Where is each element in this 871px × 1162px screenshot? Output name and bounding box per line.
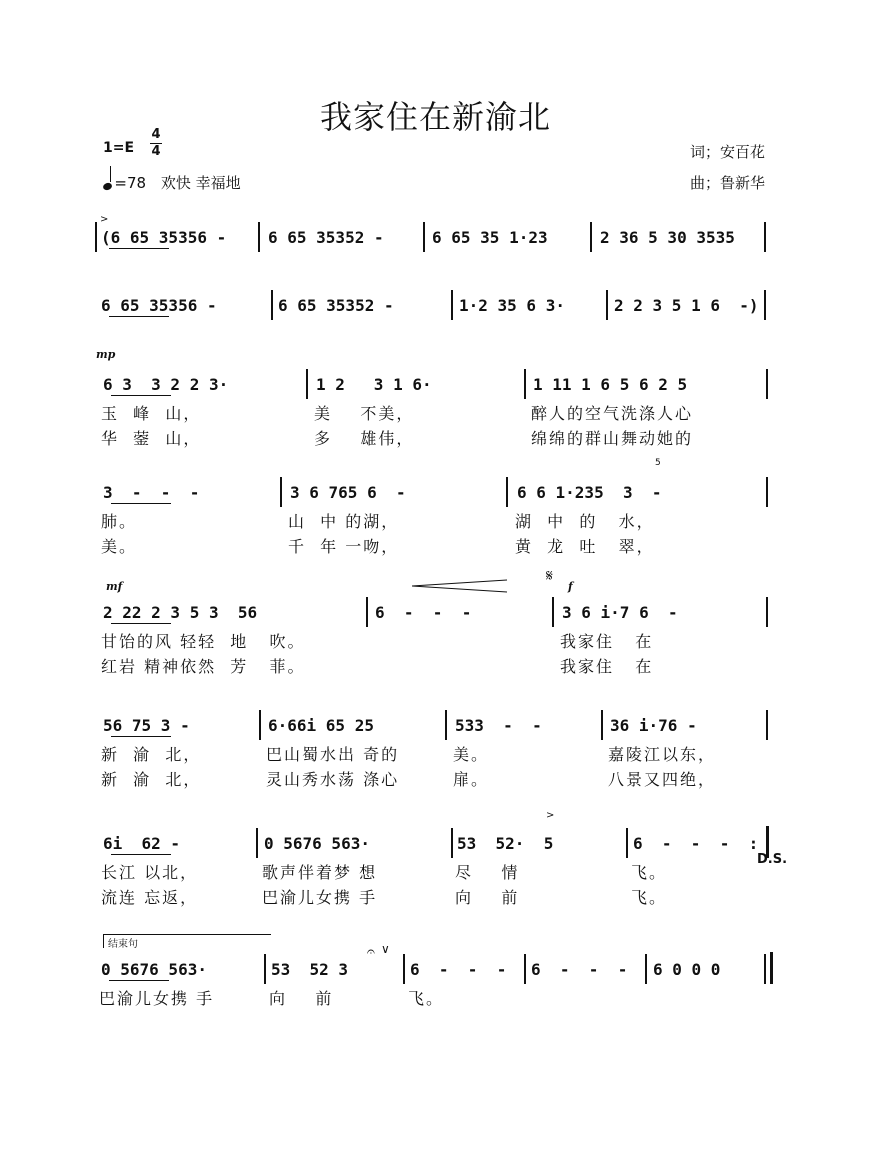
bar-line (451, 828, 453, 858)
bar-line (258, 222, 260, 252)
time-signature (150, 128, 162, 159)
measure-notes: 6 - - - (531, 960, 628, 979)
bar-line (306, 369, 308, 399)
measure-notes: 6 65 35352 - (268, 228, 384, 247)
fermata-icon: 𝄐 (367, 944, 375, 960)
measure-notes: 1·2 35 6 3· (459, 296, 565, 315)
key-signature: 1=E (103, 140, 135, 156)
bar-line (766, 597, 768, 627)
lyric-line: 飞。 (631, 888, 668, 907)
lyric-line: 向 前 (269, 989, 334, 1008)
song-title: 我家住在新渝北 (319, 98, 551, 136)
lyric-line: 黄 龙 吐 翠， (515, 537, 655, 556)
lyric-line: 飞。 (408, 989, 445, 1008)
lyric-line: 甘饴的风 轻轻 地 吹。 (101, 632, 306, 651)
measure-notes: 36 i·76 - (610, 716, 697, 735)
measure-notes: 2 36 5 30 3535 (600, 228, 735, 247)
measure-notes: 3 - - - (103, 483, 200, 502)
time-signature-bottom: 4 (151, 144, 161, 159)
measure-notes: (6 65 35356 - (101, 228, 227, 247)
measure-notes: 6 - - - : (633, 834, 759, 853)
lyric-line: 嘉陵江以东， (608, 745, 717, 764)
lyric-line: 巴渝儿女携 手 (99, 989, 215, 1008)
bar-line (451, 290, 453, 320)
measure-notes: 56 75 3 - (103, 716, 190, 735)
accent-icon: > (100, 214, 109, 225)
dynamic-mp: mp (96, 348, 116, 361)
lyric-line: 美。 (453, 745, 490, 764)
measure-notes: 3 6 765 6 - (290, 483, 406, 502)
dynamic-f: f (568, 580, 573, 593)
beam-line (111, 395, 171, 396)
lyric-line: 华 蓥 山， (101, 429, 202, 448)
lyric-line: 美 不美， (314, 404, 415, 423)
bar-line (259, 710, 261, 740)
tempo-value: =78 (114, 174, 147, 192)
beam-line (109, 980, 169, 981)
lyric-line: 新 渝 北， (101, 770, 202, 789)
bar-line (601, 710, 603, 740)
bar-line (766, 710, 768, 740)
measure-notes: 3 6 i·7 6 - (562, 603, 678, 622)
lyric-line: 新 渝 北， (101, 745, 202, 764)
bar-line (764, 954, 766, 984)
measure-notes: 6 0 0 0 (653, 960, 721, 979)
quarter-note-icon (102, 182, 113, 192)
measure-notes: 6 - - - (375, 603, 472, 622)
lyric-line: 歌声伴着梦 想 (262, 863, 378, 882)
beam-line (109, 248, 169, 249)
measure-notes: 1 2 3 1 6· (316, 375, 432, 394)
bar-line (403, 954, 405, 984)
bar-line (524, 369, 526, 399)
tempo-marking (103, 172, 241, 193)
lyric-line: 巴渝儿女携 手 (262, 888, 378, 907)
lyric-line: 巴山蜀水出 奇的 (266, 745, 400, 764)
bar-line (256, 828, 258, 858)
lyric-line: 我家住 在 (560, 657, 654, 676)
lyric-line: 山 中 的湖， (288, 512, 400, 531)
lyric-line: 醉人的空气洗涤人心 (531, 404, 694, 423)
beam-line (111, 503, 171, 504)
lyric-line: 我家住 在 (560, 632, 654, 651)
measure-notes: 2 22 2 3 5 3 56 (103, 603, 258, 622)
bar-line (366, 597, 368, 627)
lyric-line: 红岩 精神依然 芳 菲。 (101, 657, 306, 676)
breath-mark-icon: ∨ (381, 942, 390, 956)
measure-notes: 6·66i 65 25 (268, 716, 374, 735)
measure-notes: 6 3 3 2 2 3· (103, 375, 229, 394)
measure-notes: 1 11 1 6 5 6 2 5 (533, 375, 688, 394)
accent-icon: > (546, 810, 555, 821)
lyric-line: 多 雄伟， (314, 429, 415, 448)
dynamic-mf: mf (106, 580, 123, 593)
bar-line (423, 222, 425, 252)
beam-line (111, 736, 171, 737)
measure-notes: 6 - - - (410, 960, 507, 979)
lyric-line: 千 年 一吻， (288, 537, 400, 556)
bar-line (764, 290, 766, 320)
measure-notes: 2 2 3 5 1 6 -) (614, 296, 759, 315)
bar-line (626, 828, 628, 858)
measure-notes: 53 52 3 (271, 960, 349, 979)
measure-notes: 6 65 35356 - (101, 296, 217, 315)
bar-line (445, 710, 447, 740)
lyric-line: 扉。 (453, 770, 490, 789)
segno-icon: 𝄋 (546, 566, 553, 585)
lyric-line: 八景又四绝， (608, 770, 717, 789)
tempo-text: 欢快 幸福地 (160, 174, 241, 192)
bar-line (95, 222, 97, 252)
composer: 曲；鲁新华 (690, 174, 766, 192)
measure-notes: 533 - - (455, 716, 542, 735)
lyric-line: 绵绵的群山舞动她的 (531, 429, 694, 448)
measure-notes: 6 6 1·235 3 - (517, 483, 662, 502)
lyricist: 词；安百花 (690, 143, 766, 161)
bar-line (766, 369, 768, 399)
lyric-line: 流连 忘返， (101, 888, 199, 907)
final-bar-line (770, 952, 773, 984)
beam-line (111, 623, 171, 624)
bar-line (590, 222, 592, 252)
bar-line (271, 290, 273, 320)
lyric-line: 向 前 (455, 888, 520, 907)
lyric-line: 美。 (101, 537, 138, 556)
lyric-line: 玉 峰 山， (101, 404, 202, 423)
crescendo-hairpin (412, 578, 512, 594)
time-signature-top: 4 (151, 127, 161, 142)
beam-line (109, 316, 169, 317)
bar-line (524, 954, 526, 984)
beam-line (111, 854, 171, 855)
ds-marking: D.S. (757, 852, 788, 867)
measure-notes: 0 5676 563· (264, 834, 370, 853)
ending-bracket-side (103, 934, 104, 948)
measure-notes: 6i 62 - (103, 834, 181, 853)
bar-line (552, 597, 554, 627)
lyric-line: 飞。 (631, 863, 668, 882)
lyric-line: 灵山秀水荡 涤心 (266, 770, 400, 789)
measure-notes: 6 65 35 1·23 (432, 228, 548, 247)
bar-line (645, 954, 647, 984)
bar-line (766, 477, 768, 507)
bar-line (764, 222, 766, 252)
ending-label: 结束句 (108, 939, 138, 950)
bar-line (280, 477, 282, 507)
measure-notes: 53 52· 5 (457, 834, 554, 853)
lyric-line: 尽 情 (455, 863, 520, 882)
bar-line (606, 290, 608, 320)
lyric-line: 长江 以北， (101, 863, 199, 882)
bar-line (264, 954, 266, 984)
lyric-line: 肺。 (101, 512, 138, 531)
grace-note: 5 (655, 458, 661, 468)
measure-notes: 0 5676 563· (101, 960, 207, 979)
measure-notes: 6 65 35352 - (278, 296, 394, 315)
bar-line (506, 477, 508, 507)
lyric-line: 湖 中 的 水， (515, 512, 655, 531)
